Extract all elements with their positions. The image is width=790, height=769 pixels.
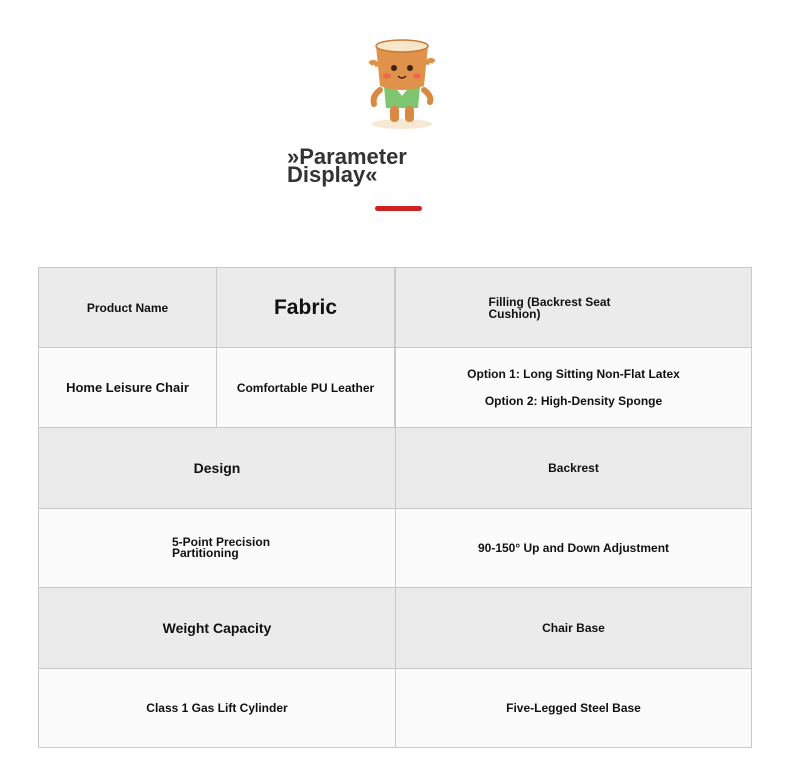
- table-cell: [38, 668, 396, 748]
- label-fabric: Fabric: [273, 295, 338, 319]
- label-backrest: Backrest: [548, 461, 599, 475]
- table-cell: [38, 267, 217, 348]
- table-cell: [216, 267, 395, 348]
- value-fabric: Comfortable PU Leather: [236, 380, 375, 395]
- parameter-table: [38, 267, 752, 748]
- table-cell: [216, 347, 395, 428]
- label-weight-capacity: Weight Capacity: [162, 620, 272, 636]
- table-cell: [395, 427, 752, 509]
- value-backrest: 90-150° Up and Down Adjustment: [477, 541, 670, 555]
- page-title: »Parameter Display«: [287, 144, 407, 187]
- table-cell: [38, 587, 396, 669]
- value-weight-capacity: Class 1 Gas Lift Cylinder: [146, 701, 288, 715]
- label-product-name: Product Name: [86, 300, 169, 315]
- value-product-name: Home Leisure Chair: [66, 379, 189, 395]
- filling-option-1: Option 1: Long Sitting Non-Flat Latex: [467, 367, 680, 381]
- table-cell: [395, 267, 752, 348]
- table-cell: [38, 427, 396, 509]
- table-cell: [395, 347, 752, 428]
- filling-option-2: Option 2: High-Density Sponge: [484, 394, 663, 408]
- value-chair-base: Five-Legged Steel Base: [506, 701, 641, 715]
- table-cell: [395, 668, 752, 748]
- value-design: 5-Point Precision Partitioning: [172, 535, 271, 560]
- filling-options-list: [467, 368, 680, 407]
- label-filling: Filling (Backrest Seat Cushion): [488, 294, 611, 321]
- tree-stump-mascot-icon: [366, 34, 438, 130]
- label-chair-base: Chair Base: [542, 621, 605, 635]
- label-design: Design: [193, 460, 241, 476]
- table-cell: [395, 587, 752, 669]
- title-underline: [375, 206, 422, 211]
- table-cell: [395, 508, 752, 588]
- table-cell: [38, 508, 396, 588]
- table-cell: [38, 347, 217, 428]
